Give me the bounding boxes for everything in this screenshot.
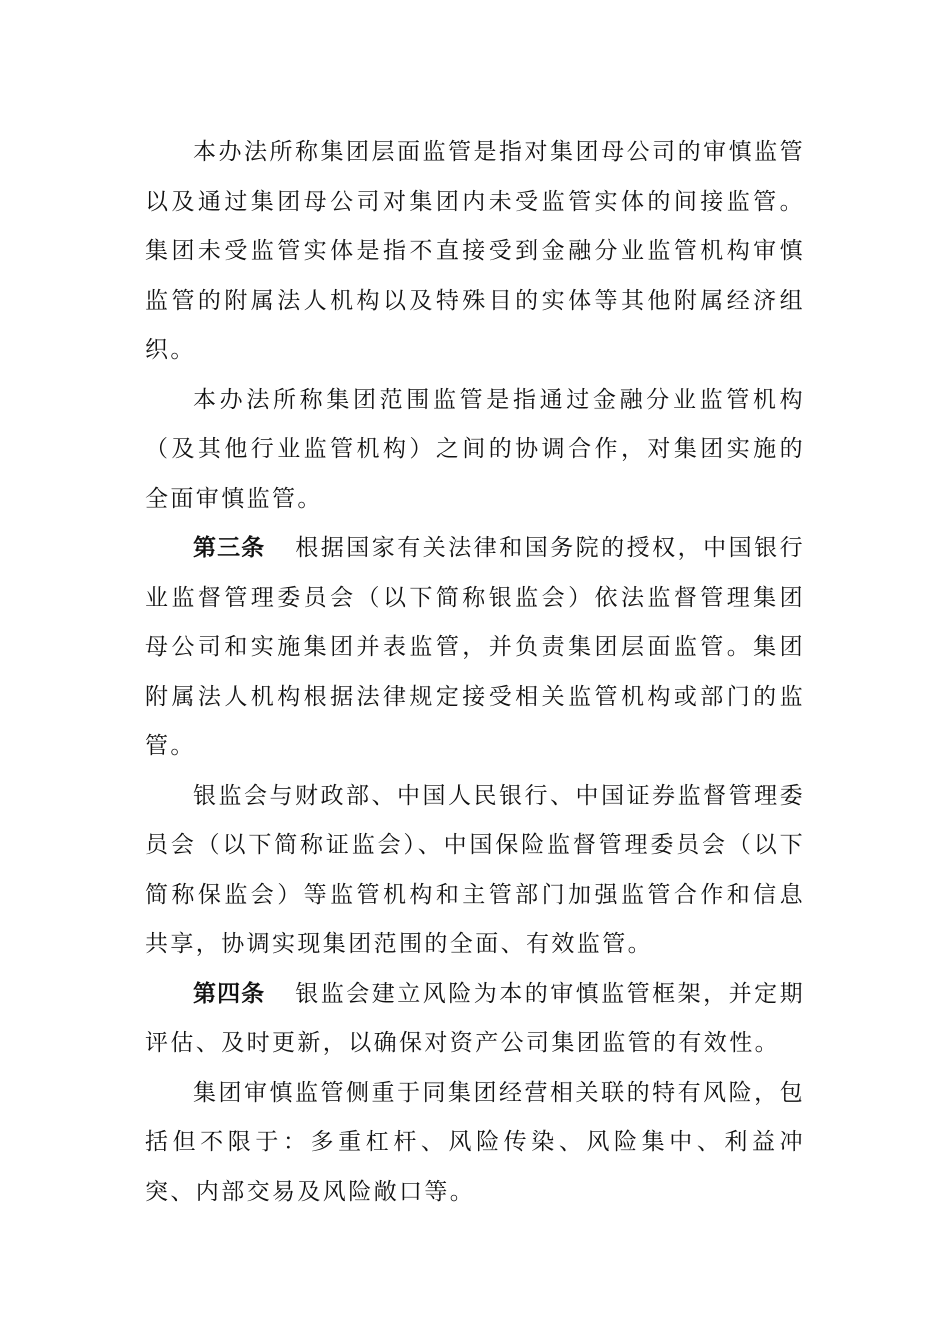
document-body [145,128,805,1217]
paragraph-cooperation [145,772,805,970]
paragraph-article-4 [145,970,805,1069]
paragraph-article-3 [145,524,805,772]
paragraph-text: 银监会与财政部、中国人民银行、中国证券监督管理委员会（以下简称证监会）、中国保险监督管理委员会（以下简称保监会）等监管机构和主管部门加强监管合作和信息共享，协调实现集团范围的全面、有效监管。 [145,782,805,957]
paragraph-group-scope-definition [145,376,805,525]
paragraph-text: 银监会建立风险为本的审慎监管框架，并定期评估、及时更新，以确保对资产公司集团监管的有效性。 [145,980,806,1056]
paragraph-specific-risks [145,1069,805,1218]
article-label: 第四条 [193,980,266,1007]
paragraph-text: 集团审慎监管侧重于同集团经营相关联的特有风险，包括但不限于：多重杠杆、风险传染、风险集中、利益冲突、内部交易及风险敞口等。 [145,1079,805,1205]
paragraph-text: 本办法所称集团范围监管是指通过金融分业监管机构（及其他行业监管机构）之间的协调合作，对集团实施的全面审慎监管。 [145,386,805,512]
article-label: 第三条 [193,535,266,561]
paragraph-group-level-definition [145,128,805,376]
paragraph-text: 根据国家有关法律和国务院的授权，中国银行业监督管理委员会（以下简称银监会）依法监督管理集团母公司和实施集团并表监管，并负责集团层面监管。集团附属法人机构根据法律规定接受相关监管机构或部门的监管。 [145,535,806,759]
paragraph-text: 本办法所称集团层面监管是指对集团母公司的审慎监管以及通过集团母公司对集团内未受监管实体的间接监管。集团未受监管实体是指不直接受到金融分业监管机构审慎监管的附属法人机构以及特殊目的实体等其他附属经济组织。 [145,139,805,363]
